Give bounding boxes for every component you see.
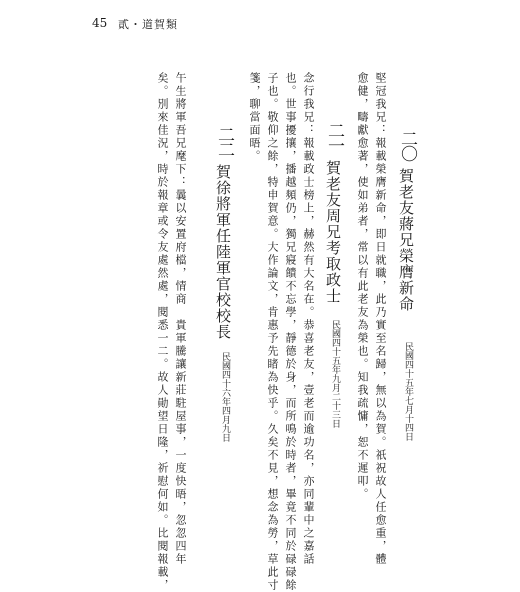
section-date: 民國四十五年七月十四日	[403, 342, 413, 441]
page-number: 45	[92, 16, 108, 30]
body-line: 念行我兄：報載政士榜上，赫然有大名在。恭喜老友，壹老而逾功名，亦同輩中之嘉話	[302, 72, 315, 566]
section-title: 賀徐將軍任陸軍官校校長	[214, 164, 232, 340]
section-number: 二二	[214, 126, 234, 156]
body-line: 愈健，疇獻愈著，使如弟者，常以有此老友為榮也。知我疏慵，恕不遲叩。	[356, 72, 369, 501]
body-line: 箋，聊當面晤。	[248, 72, 261, 163]
section-title: 賀老友蔣兄榮膺新命	[397, 168, 415, 312]
section-date: 民國四十六年四月九日	[220, 352, 230, 442]
section-number: 二一	[324, 122, 344, 152]
body-line: 午生將軍吾兄麾下：曩以安置府檔，情商 貴軍騰讓新莊駐屋事，一度快晤，忽忽四年	[174, 72, 187, 566]
body-line: 也。世事擾攘，播越頻仍，獨兄寢饋不忘學，靜德於身，而所鳴於時者，畢竟不同於碌碌餘	[284, 72, 297, 592]
body-line: 子也。敬仰之餘，特申賀意。大作論文，肯惠予先睹為快乎。久矣不見，想念為勞，草此寸	[266, 72, 279, 592]
section-date: 民國四十五年九月二十三日	[330, 320, 340, 428]
body-line: 堅冠我兄：報載榮膺新命，即日就職，此乃實至名歸，無以為賀。祇祝故人任愈重，體	[374, 72, 387, 566]
body-line: 矣。別來佳況，時於報章或令友處然處，閱悉一二。故人勛望日隆，祈慰何如。比閱報載，	[156, 72, 169, 592]
section-title: 賀老友周兄考取政士	[324, 160, 342, 304]
running-head: 貳・道賀類	[118, 18, 178, 31]
section-number: 二〇	[397, 130, 417, 160]
